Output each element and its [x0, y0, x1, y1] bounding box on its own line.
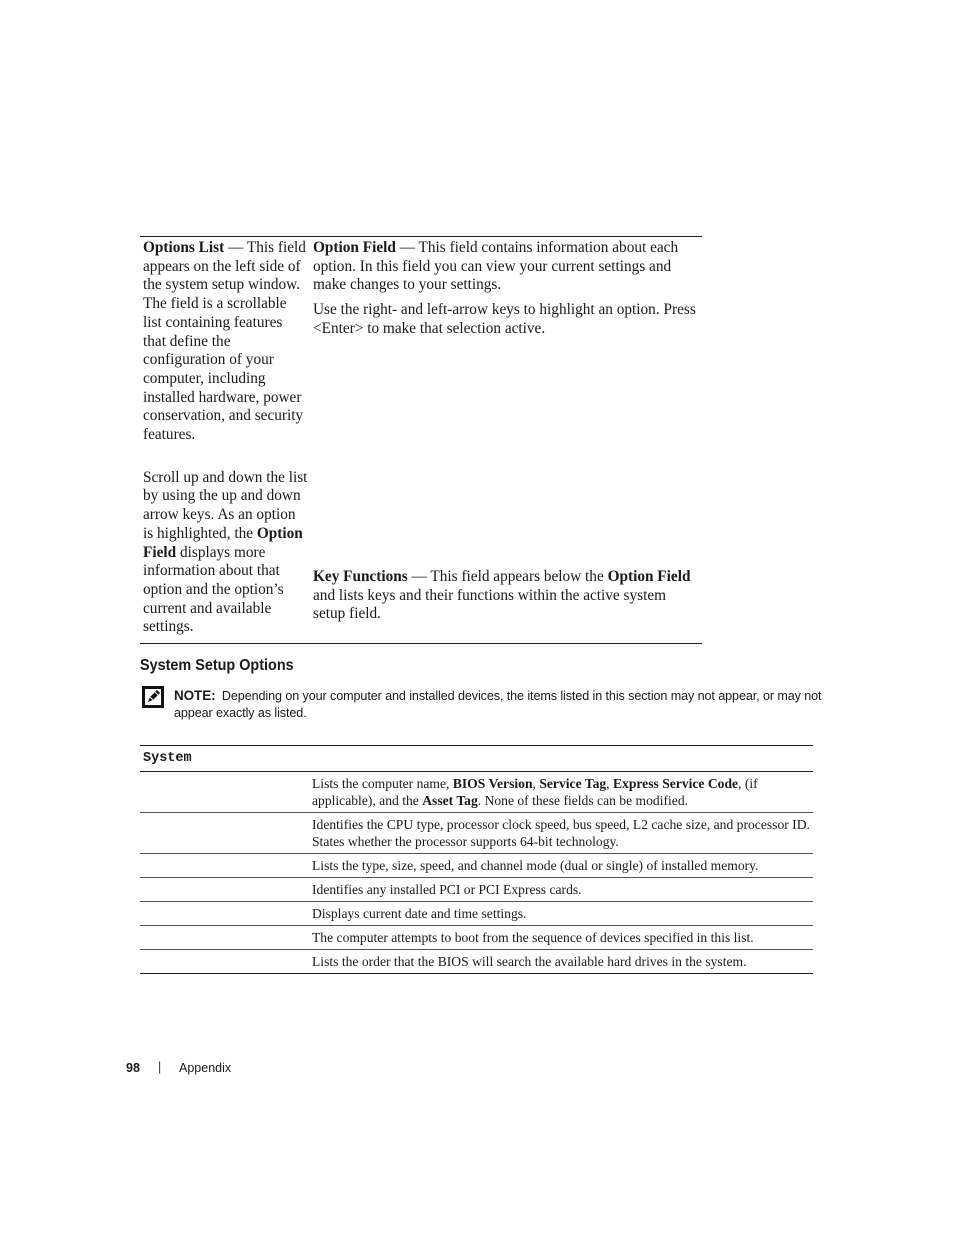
page-number: 98 — [126, 1061, 140, 1075]
option-field-term: Option Field — [313, 239, 396, 256]
option-description-cell: Displays current date and time settings. — [308, 902, 813, 926]
system-options-table — [140, 745, 813, 974]
option-name-cell — [140, 854, 308, 878]
options-list-description: Options List — This field appears on the left side of the system setup window. The field is a scrollable list containing features that define the configuration of your computer, including installed hardware, power conservation, and security features. — [143, 239, 306, 444]
option-field-cell — [313, 239, 701, 623]
options-list-scroll-description: Scroll up and down the list by using the up and down arrow keys. As an option is highlighted, the Option Field displays more information about that option and the option’s current and available settings. — [143, 468, 308, 636]
option-description-cell: Lists the computer name, BIOS Version, Service Tag, Express Service Code, (if applicable), and the Asset Tag. None of these fields can be modified. — [308, 772, 813, 813]
options-list-cell — [143, 239, 309, 637]
table-row — [140, 854, 813, 878]
table-row — [140, 926, 813, 950]
table-row — [140, 772, 813, 813]
option-field-description: Option Field — This field contains information about each option. In this field you can view your current settings and make changes to your settings. — [313, 239, 679, 294]
table-row — [140, 902, 813, 926]
option-description-cell: Identifies any installed PCI or PCI Express cards. — [308, 878, 813, 902]
option-field-usage: Use the right- and left-arrow keys to highlight an option. Press <Enter> to make that selection active. — [313, 301, 696, 337]
option-name-cell — [140, 878, 308, 902]
table-header-system: System — [140, 746, 813, 772]
option-description-cell: The computer attempts to boot from the sequence of devices specified in this list. — [308, 926, 813, 950]
key-functions-description: Key Functions — This field appears below the Option Field and lists keys and their functions within the active system setup field. — [313, 568, 691, 623]
note-text: NOTE: Depending on your computer and installed devices, the items listed in this section may not appear, or may not appear exactly as listed. — [174, 688, 822, 720]
option-description-cell: Lists the type, size, speed, and channel mode (dual or single) of installed memory. — [308, 854, 813, 878]
setup-window-layout-table — [140, 236, 702, 644]
footer-section-title: Appendix — [179, 1061, 232, 1075]
section-heading: System Setup Options — [140, 657, 294, 674]
option-description-cell: Lists the order that the BIOS will search the available hard drives in the system. — [312, 954, 747, 969]
table-row — [140, 878, 813, 902]
option-name-cell — [140, 902, 308, 926]
table-row — [140, 813, 813, 854]
table-header-row — [140, 746, 813, 772]
option-name-cell — [140, 772, 308, 813]
footer-separator: | — [158, 1060, 162, 1074]
options-list-term: Options List — [143, 239, 225, 256]
option-name-cell — [140, 926, 308, 950]
option-name-cell — [140, 813, 308, 854]
option-name-cell — [140, 950, 308, 974]
note-pencil-icon — [142, 686, 164, 708]
note-label: NOTE: — [174, 688, 216, 703]
key-functions-term: Key Functions — [313, 568, 408, 585]
option-description-cell: Identifies the CPU type, processor clock speed, bus speed, L2 cache size, and processor ID. States whether the processor supports 64-bit technology. — [308, 813, 813, 854]
table-row — [140, 950, 813, 974]
